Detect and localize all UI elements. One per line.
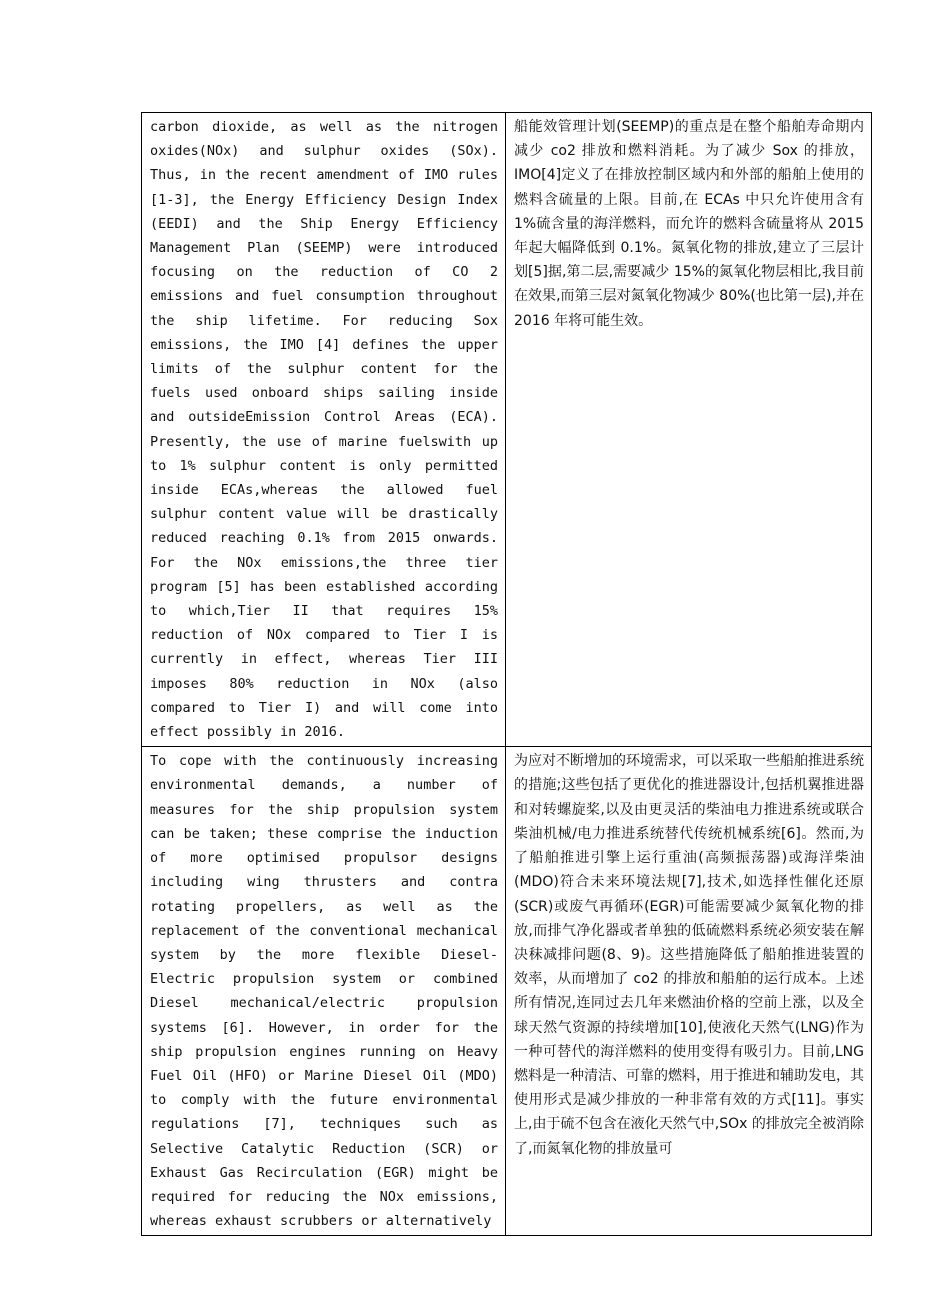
table-row — [142, 113, 872, 747]
chinese-paragraph: 为应对不断增加的环境需求，可以采取一些船舶推进系统的措施;这些包括了更优化的推进器设计,包括机翼推进器和对转螺旋桨,以及由更灵活的柴油电力推进系统或联合柴油机械/电力推进系统替代传统机械系统[6]。然而,为了船舶推进引擎上运行重油(高频振荡器)或海洋柴油(MDO)符合未来环境法规[7],技术,如选择性催化还原(SCR)或废气再循环(EGR)可能需要减少氮氧化物的排放,而排气净化器或者单独的低硫燃料系统必须安装在解决秣减排问题(8、9)。这些措施降低了船舶推进装置的效率，从而增加了 co2 的排放和船舶的运行成本。上述所有情况,连同过去几年来燃油价格的空前上涨，以及全球天然气资源的持续增加[10],使液化天然气(LNG)作为一种可替代的海洋燃料的使用变得有吸引力。目前,LNG 燃料是一种清洁、可靠的燃料，用于推进和辅助发电，其使用形式是减少排放的一种非常有效的方式[11]。事实上,由于硫不包含在液化天然气中,SOx 的排放完全被消除了,而氮氧化物的排放量可 — [514, 753, 864, 1157]
english-text-cell — [142, 747, 506, 1236]
chinese-paragraph: 船能效管理计划(SEEMP)的重点是在整个船舶寿命期内减少 co2 排放和燃料消耗。为了减少 Sox 的排放，IMO[4]定义了在排放控制区域内和外部的船舶上使用的燃料含硫量的上限。目前,在 ECAs 中只允许使用含有 1%硫含量的海洋燃料，而允许的燃料含硫量将从 2015 年起大幅降低到 0.1%。氮氧化物的排放,建立了三层计划[5]据,第二层,需要减少 15%的氮氧化物层相比,我目前在效果,而第三层对氮氧化物减少 80%(也比第一层),并在 2016 年将可能生效。 — [514, 119, 864, 329]
chinese-text-cell — [506, 113, 872, 747]
english-paragraph: To cope with the continuously increasing environmental demands, a number of measures for the ship propulsion system can be taken; these comprise the induction of more optimised propulsor designs including wing thrusters and contra rotating propellers, as well as the replacement of the conventional mechanical system by the more flexible Diesel-Electric propulsion system or combined Diesel mechanical/electric propulsion systems [6]. However, in order for the ship propulsion engines running on Heavy Fuel Oil (HFO) or Marine Diesel Oil (MDO) to comply with the future environmental regulations [7], techniques such as Selective Catalytic Reduction (SCR) or Exhaust Gas Recirculation (EGR) might be required for reducing the NOx emissions, whereas exhaust scrubbers or alternatively — [150, 753, 498, 1230]
english-paragraph: carbon dioxide, as well as the nitrogen oxides(NOx) and sulphur oxides (SOx). Thus, in the recent amendment of IMO rules [1-3], the Energy Efficiency Design Index (EEDI) and the Ship Energy Efficiency Management Plan (SEEMP) were introduced focusing on the reduction of CO 2 emissions and fuel consumption throughout the ship lifetime. For reducing Sox emissions, the IMO [4] defines the upper limits of the sulphur content for the fuels used onboard ships sailing inside and outsideEmission Control Areas (ECA). Presently, the use of marine fuelswith up to 1% sulphur content is only permitted inside ECAs,whereas the allowed fuel sulphur content value will be drastically reduced reaching 0.1% from 2015 onwards. For the NOx emissions,the three tier program [5] has been established according to which,Tier II that requires 15% reduction of NOx compared to Tier I is currently in effect, whereas Tier III imposes 80% reduction in NOx (also compared to Tier I) and will come into effect possibly in 2016. — [150, 119, 498, 741]
bilingual-translation-table — [141, 112, 872, 1236]
table-row — [142, 747, 872, 1236]
chinese-text-cell — [506, 747, 872, 1236]
english-text-cell — [142, 113, 506, 747]
